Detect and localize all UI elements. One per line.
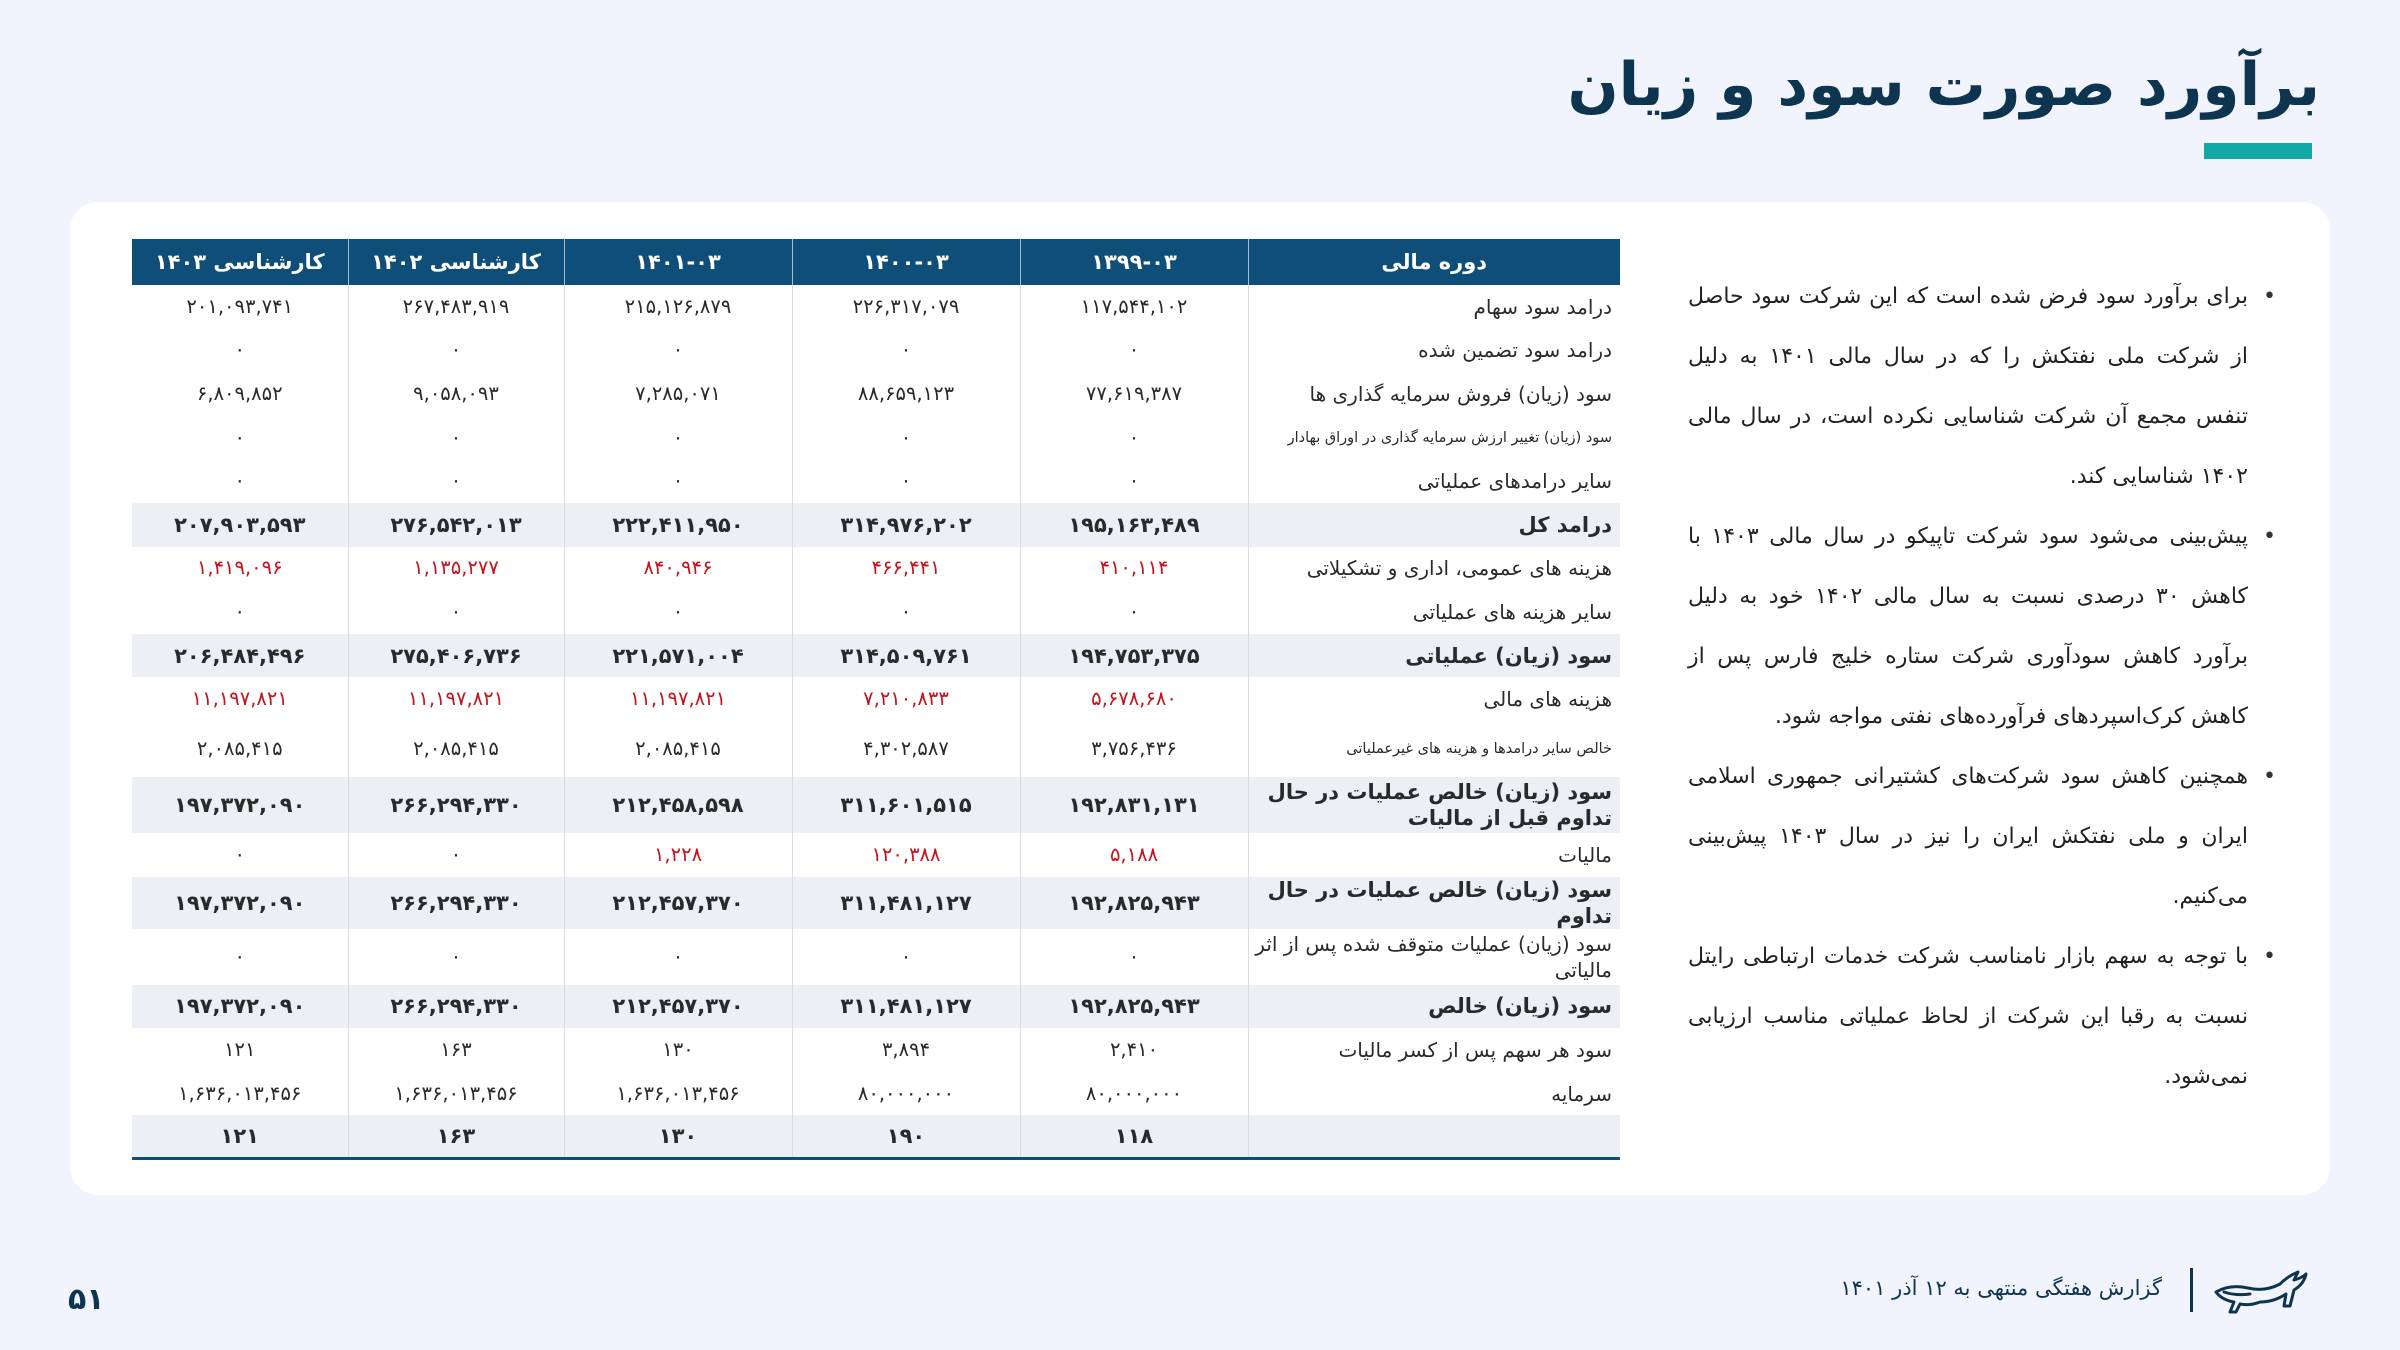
table-cell: ۴۶۶,۴۴۱ [792, 547, 1020, 591]
table-cell: ۰ [234, 599, 245, 623]
table-cell: ۱۲۰,۳۸۸ [792, 833, 1020, 877]
table-cell: ۵,۶۷۸,۶۸۰ [1020, 677, 1248, 721]
table-cell: ۲۱۲,۴۵۸,۵۹۸ [564, 777, 792, 833]
table-cell: ۲۶۶,۲۹۴,۳۳۰ [348, 985, 564, 1029]
table-cell: ۰ [348, 416, 564, 460]
row-label: خالص سایر درامدها و هزینه های غیرعملیاتی [1248, 721, 1620, 777]
table-cell: ۰ [234, 338, 245, 362]
row-label: درامد سود تضمین شده [1248, 329, 1620, 373]
table-cell: ۷,۲۸۵,۰۷۱ [564, 372, 792, 416]
table-cell: ۰ [1020, 329, 1248, 373]
table-cell: ۱۹۷,۳۷۲,۰۹۰ [132, 777, 348, 833]
table-cell: ۲,۰۸۵,۴۱۵ [564, 721, 792, 777]
column-header: ۱۴۰۱-۰۳ [564, 239, 792, 285]
table-cell: ۲,۴۱۰ [1020, 1028, 1248, 1072]
table-cell: ۵,۱۸۸ [1020, 833, 1248, 877]
table-row [132, 459, 1620, 503]
table-row [132, 929, 1620, 985]
table-cell: ۱۱,۱۹۷,۸۲۱ [191, 687, 288, 711]
table-cell: ۰ [792, 416, 1020, 460]
table-cell: ۰ [564, 590, 792, 634]
table-cell: ۲۲۲,۴۱۱,۹۵۰ [564, 503, 792, 547]
table-cell: ۱,۶۳۶,۰۱۳,۴۵۶ [564, 1072, 792, 1116]
table-cell: ۱۲۱ [132, 1115, 348, 1159]
table-row [132, 1072, 1620, 1116]
table-cell: ۰ [234, 425, 245, 449]
table-cell: ۰ [348, 833, 564, 877]
table-row [132, 547, 1620, 591]
table-cell: ۰ [1020, 929, 1248, 985]
table-cell: ۱۹۰ [792, 1115, 1020, 1159]
table-cell: ۴,۳۰۲,۵۸۷ [792, 721, 1020, 777]
table-cell: ۲,۰۸۵,۴۱۵ [348, 721, 564, 777]
column-header: دوره مالی [1248, 239, 1620, 285]
bullet-dot-icon: • [2263, 284, 2276, 309]
table-cell: ۱۹۷,۳۷۲,۰۹۰ [132, 877, 348, 929]
table-cell: ۰ [792, 329, 1020, 373]
table-cell: ۱۳۰ [564, 1115, 792, 1159]
table-cell: ۲۷۶,۵۴۲,۰۱۳ [348, 503, 564, 547]
table-row [132, 285, 1620, 329]
table-header-row [132, 239, 1620, 285]
row-label: سود (زیان) عملیاتی [1248, 634, 1620, 678]
table-cell: ۲۷۵,۴۰۶,۷۳۶ [348, 634, 564, 678]
table-cell: ۱۹۲,۸۲۵,۹۴۳ [1020, 877, 1248, 929]
table-cell: ۸۰,۰۰۰,۰۰۰ [1020, 1072, 1248, 1116]
row-label: هزینه های مالی [1248, 677, 1620, 721]
page-title: برآورد صورت سود و زیان [1567, 50, 2320, 120]
table-cell: ۰ [348, 459, 564, 503]
row-label: سود (زیان) عملیات متوقف شده پس از اثر مالیاتی [1248, 929, 1620, 985]
row-label: سود هر سهم پس از کسر مالیات [1248, 1028, 1620, 1072]
footer-report-text: گزارش هفتگی منتهی به ۱۲ آذر ۱۴۰۱ [1840, 1276, 2162, 1300]
table-cell: ۱,۴۱۹,۰۹۶ [196, 556, 283, 580]
title-underline [2204, 143, 2312, 159]
bullet-item: • همچنین کاهش سود شرکت‌های کشتیرانی جمهوری اسلامی ایران و ملی نفتکش ایران را نیز در سال ۱۴۰۳ پیش‌بینی می‌کنیم. [1688, 747, 2248, 927]
table-row [132, 416, 1620, 460]
table-cell: ۲۲۶,۳۱۷,۰۷۹ [792, 285, 1020, 329]
table-row-total [132, 777, 1620, 833]
row-label: سود (زیان) خالص عملیات در حال تداوم قبل از مالیات [1248, 777, 1620, 833]
table-cell: ۲۱۲,۴۵۷,۳۷۰ [564, 877, 792, 929]
table-cell: ۱۳۰ [564, 1028, 792, 1072]
table-cell: ۸۸,۶۵۹,۱۲۳ [792, 372, 1020, 416]
table-cell: ۲۱۲,۴۵۷,۳۷۰ [564, 985, 792, 1029]
table-cell: ۱۹۲,۸۳۱,۱۳۱ [1020, 777, 1248, 833]
table-row-total [132, 634, 1620, 678]
table-cell: ۰ [564, 416, 792, 460]
table-cell: ۱,۶۳۶,۰۱۳,۴۵۶ [178, 1081, 302, 1105]
table-cell: ۱۱۷,۵۴۴,۱۰۲ [1020, 285, 1248, 329]
table-row [132, 833, 1620, 877]
table-cell: ۹,۰۵۸,۰۹۳ [348, 372, 564, 416]
table-cell: ۱,۱۳۵,۲۷۷ [348, 547, 564, 591]
table-cell: ۳۱۱,۶۰۱,۵۱۵ [792, 777, 1020, 833]
bullet-dot-icon: • [2263, 944, 2276, 969]
bullet-dot-icon: • [2263, 764, 2276, 789]
bull-logo-icon [2210, 1262, 2310, 1322]
table-cell: ۳۱۱,۴۸۱,۱۲۷ [792, 985, 1020, 1029]
table-cell: ۱۱,۱۹۷,۸۲۱ [564, 677, 792, 721]
table-row-total [132, 877, 1620, 929]
table-cell: ۲,۰۸۵,۴۱۵ [196, 736, 283, 760]
table-cell: ۳,۷۵۶,۴۳۶ [1020, 721, 1248, 777]
table-cell: ۰ [234, 469, 245, 493]
table-cell: ۲۶۷,۴۸۳,۹۱۹ [348, 285, 564, 329]
table-cell: ۸۴۰,۹۴۶ [564, 547, 792, 591]
table-cell: ۰ [348, 929, 564, 985]
table-cell: ۰ [234, 842, 245, 866]
table-cell: ۰ [234, 944, 245, 968]
table-cell: ۰ [1020, 459, 1248, 503]
table-row [132, 372, 1620, 416]
table-cell: ۳,۸۹۴ [792, 1028, 1020, 1072]
table-cell: ۱۹۵,۱۶۳,۴۸۹ [1020, 503, 1248, 547]
table-cell: ۲۱۵,۱۲۶,۸۷۹ [564, 285, 792, 329]
bullet-dot-icon: • [2263, 524, 2276, 549]
row-label: سود (زیان) فروش سرمایه گذاری ها [1248, 372, 1620, 416]
table-cell: ۲۰۶,۴۸۴,۴۹۶ [132, 634, 348, 678]
row-label: سود (زیان) خالص عملیات در حال تداوم [1248, 877, 1620, 929]
row-label: درامد کل [1248, 503, 1620, 547]
table-cell: ۲۶۶,۲۹۴,۳۳۰ [348, 777, 564, 833]
table-cell: ۸۰,۰۰۰,۰۰۰ [792, 1072, 1020, 1116]
table-cell: ۰ [792, 929, 1020, 985]
table-cell: ۴۱۰,۱۱۴ [1020, 547, 1248, 591]
table-cell: ۱۶۳ [348, 1028, 564, 1072]
table-cell: ۰ [792, 459, 1020, 503]
content-card [70, 202, 2330, 1195]
table-cell: ۰ [564, 929, 792, 985]
table-cell: ۱۶۳ [348, 1115, 564, 1159]
table-cell: ۳۱۱,۴۸۱,۱۲۷ [792, 877, 1020, 929]
table-cell: ۳۱۴,۵۰۹,۷۶۱ [792, 634, 1020, 678]
table-row [132, 590, 1620, 634]
column-header: کارشناسی ۱۴۰۳ [132, 239, 348, 285]
row-label: مالیات [1248, 833, 1620, 877]
row-label: درامد سود سهام [1248, 285, 1620, 329]
table-cell: ۱,۲۲۸ [564, 833, 792, 877]
table-cell: ۳۱۴,۹۷۶,۲۰۲ [792, 503, 1020, 547]
table-cell: ۷,۲۱۰,۸۳۳ [792, 677, 1020, 721]
table-row-total [132, 1115, 1620, 1159]
bullet-list [1688, 267, 2276, 1107]
table-cell: ۱۱,۱۹۷,۸۲۱ [348, 677, 564, 721]
footer-divider [2190, 1268, 2193, 1312]
table-row [132, 677, 1620, 721]
column-header: ۱۳۹۹-۰۳ [1020, 239, 1248, 285]
table-row [132, 1028, 1620, 1072]
table-cell: ۱۹۲,۸۲۵,۹۴۳ [1020, 985, 1248, 1029]
table-cell: ۱۱۸ [1020, 1115, 1248, 1159]
bullet-item: • برای برآورد سود فرض شده است که این شرکت سود حاصل از شرکت ملی نفتکش را که در سال مالی ۱۴۰۱ به دلیل تنفس مجمع آن شرکت شناسایی نکرده است، در سال مالی ۱۴۰۲ شناسایی کند. [1688, 267, 2248, 507]
column-header: کارشناسی ۱۴۰۲ [348, 239, 564, 285]
table-cell: ۲۰۱,۰۹۳,۷۴۱ [186, 294, 294, 318]
table-cell: ۶,۸۰۹,۸۵۲ [196, 381, 283, 405]
page-number: ۵۱ [68, 1282, 105, 1317]
table-row-total [132, 503, 1620, 547]
table-cell: ۰ [1020, 590, 1248, 634]
table-cell: ۷۷,۶۱۹,۳۸۷ [1020, 372, 1248, 416]
table-cell: ۰ [564, 329, 792, 373]
table-cell: ۰ [348, 329, 564, 373]
column-header: ۱۴۰۰-۰۳ [792, 239, 1020, 285]
bullet-item: • با توجه به سهم بازار نامناسب شرکت خدمات ارتباطی رایتل نسبت به رقبا این شرکت از لحاظ عملیاتی مناسب ارزیابی نمی‌شود. [1688, 927, 2248, 1107]
table-cell: ۰ [348, 590, 564, 634]
table-cell: ۰ [564, 459, 792, 503]
table-cell: ۲۶۶,۲۹۴,۳۳۰ [348, 877, 564, 929]
row-label: سود (زیان) تغییر ارزش سرمایه گذاری در اوراق بهادار [1248, 416, 1620, 460]
row-label: سود (زیان) خالص [1248, 985, 1620, 1029]
table-cell: ۰ [792, 590, 1020, 634]
table-cell: ۲۰۷,۹۰۳,۵۹۳ [132, 503, 348, 547]
row-label: سایر درامدهای عملیاتی [1248, 459, 1620, 503]
table-cell: ۰ [1020, 416, 1248, 460]
table-row [132, 329, 1620, 373]
table-cell: ۱۹۷,۳۷۲,۰۹۰ [132, 985, 348, 1029]
table-row [132, 721, 1620, 777]
row-label [1248, 1115, 1620, 1159]
row-label: سرمایه [1248, 1072, 1620, 1116]
table-row-total [132, 985, 1620, 1029]
table-cell: ۱۲۱ [224, 1037, 256, 1061]
row-label: سایر هزینه های عملیاتی [1248, 590, 1620, 634]
income-statement-table [132, 239, 1620, 1160]
row-label: هزینه های عمومی، اداری و تشکیلاتی [1248, 547, 1620, 591]
bullet-item: • پیش‌بینی می‌شود سود شرکت تاپیکو در سال مالی ۱۴۰۳ با کاهش ۳۰ درصدی نسبت به سال مالی ۱۴۰۲ خود به دلیل برآورد کاهش سودآوری شرکت ستاره خلیج فارس پس از کاهش کرک‌اسپردهای فرآورده‌های نفتی مواجه شود. [1688, 507, 2248, 747]
table-cell: ۱,۶۳۶,۰۱۳,۴۵۶ [348, 1072, 564, 1116]
table-cell: ۲۲۱,۵۷۱,۰۰۴ [564, 634, 792, 678]
table-cell: ۱۹۴,۷۵۳,۳۷۵ [1020, 634, 1248, 678]
